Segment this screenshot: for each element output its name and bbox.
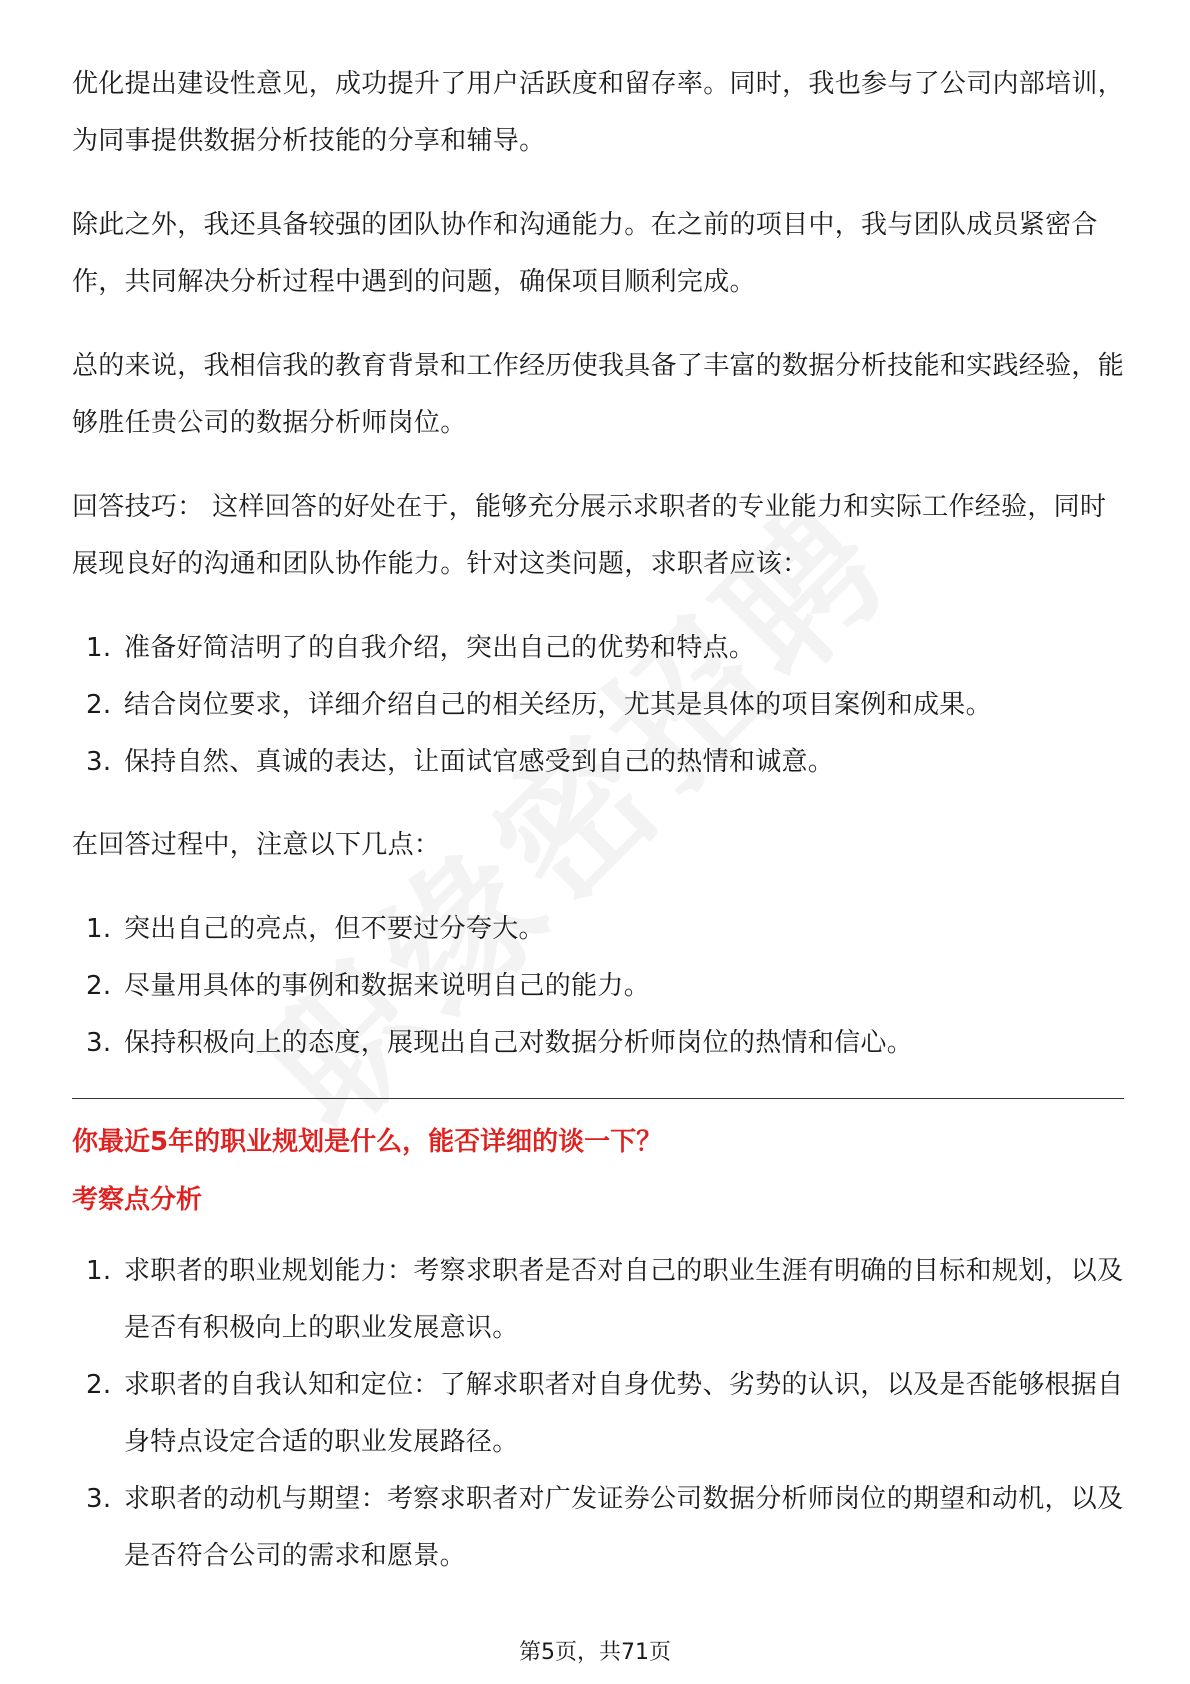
question-title: 你最近5年的职业规划是什么，能否详细的谈一下？: [72, 1127, 663, 1157]
list-text: 求职者的职业规划能力：考察求职者是否对自己的职业生涯有明确的目标和规划，以及是否有积极向上的职业发展意识。: [124, 1256, 1124, 1343]
list-item: [72, 1243, 1124, 1357]
list-item: [72, 1015, 1124, 1072]
list-item: [72, 734, 1124, 791]
page-number: 第5页，共71页: [519, 1640, 671, 1665]
paragraph: 除此之外，我还具备较强的团队协作和沟通能力。在之前的项目中，我与团队成员紧密合作，共同解决分析过程中遇到的问题，确保项目顺利完成。: [72, 210, 1098, 297]
list-item: [72, 901, 1124, 958]
list-text: 尽量用具体的事例和数据来说明自己的能力。: [124, 971, 651, 1001]
list-item: [72, 1471, 1124, 1585]
list-number: 1.: [86, 914, 112, 944]
list-text: 突出自己的亮点，但不要过分夸大。: [124, 914, 545, 944]
list-number: 2.: [86, 1370, 112, 1400]
list-text: 求职者的动机与期望：考察求职者对广发证券公司数据分析师岗位的期望和动机，以及是否符合公司的需求和愿景。: [124, 1484, 1124, 1571]
list-number: 2.: [86, 971, 112, 1001]
list-number: 1.: [86, 633, 112, 663]
attention-list: [72, 901, 1124, 1072]
list-item: [72, 677, 1124, 734]
analysis-heading: 考察点分析: [72, 1185, 203, 1215]
list-number: 3.: [86, 1028, 112, 1058]
page-content: [72, 56, 1124, 1611]
list-text: 结合岗位要求，详细介绍自己的相关经历，尤其是具体的项目案例和成果。: [124, 690, 992, 720]
list-item: [72, 1357, 1124, 1471]
list-number: 3.: [86, 747, 112, 777]
list-text: 保持积极向上的态度，展现出自己对数据分析师岗位的热情和信心。: [124, 1028, 914, 1058]
list-text: 求职者的自我认知和定位：了解求职者对自身优势、劣势的认识，以及是否能够根据自身特点设定合适的职业发展路径。: [124, 1370, 1124, 1457]
list-number: 3.: [86, 1484, 112, 1514]
paragraph: 优化提出建设性意见，成功提升了用户活跃度和留存率。同时，我也参与了公司内部培训，为同事提供数据分析技能的分享和辅导。: [72, 69, 1125, 156]
answer-tips-paragraph: 回答技巧： 这样回答的好处在于，能够充分展示求职者的专业能力和实际工作经验，同时展现良好的沟通和团队协作能力。针对这类问题，求职者应该：: [72, 492, 1107, 579]
paragraph: 总的来说，我相信我的教育背景和工作经历使我具备了丰富的数据分析技能和实践经验，能够胜任贵公司的数据分析师岗位。: [72, 351, 1125, 438]
list-number: 2.: [86, 690, 112, 720]
attention-intro: 在回答过程中，注意以下几点：: [72, 830, 441, 860]
tips-list: [72, 620, 1124, 791]
list-number: 1.: [86, 1256, 112, 1286]
analysis-list: [72, 1243, 1124, 1585]
list-text: 保持自然、真诚的表达，让面试官感受到自己的热情和诚意。: [124, 747, 835, 777]
list-item: [72, 958, 1124, 1015]
section-divider: [72, 1098, 1124, 1099]
list-text: 准备好简洁明了的自我介绍，突出自己的优势和特点。: [124, 633, 756, 663]
list-item: [72, 620, 1124, 677]
